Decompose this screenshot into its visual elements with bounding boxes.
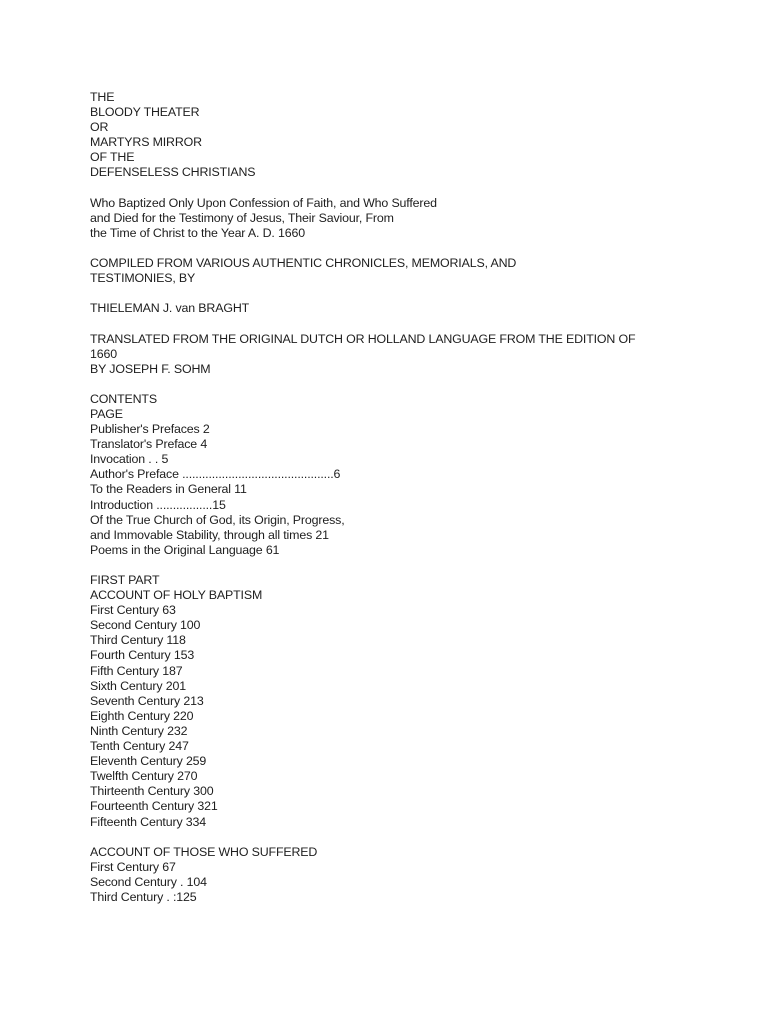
century-entry: Fourth Century 153 xyxy=(90,648,195,663)
document-page xyxy=(90,90,730,905)
title-line: OF THE xyxy=(90,150,135,165)
title-line: DEFENSELESS CHRISTIANS xyxy=(90,165,256,180)
title-line: MARTYRS MIRROR xyxy=(90,135,202,150)
century-entry: Third Century 118 xyxy=(90,633,186,648)
compiled-block xyxy=(90,256,730,286)
title-line: BLOODY THEATER xyxy=(90,105,200,120)
contents-section xyxy=(90,392,730,558)
translated-line: 1660 xyxy=(90,346,117,361)
contents-entry: Translator's Preface 4 xyxy=(90,437,208,452)
suffered-heading: ACCOUNT OF THOSE WHO SUFFERED xyxy=(90,844,318,859)
first-part-subheading: ACCOUNT OF HOLY BAPTISM xyxy=(90,588,263,603)
century-entry: Fifteenth Century 334 xyxy=(90,814,207,829)
century-entry: First Century 63 xyxy=(90,603,176,618)
contents-entry: Poems in the Original Language 61 xyxy=(90,542,280,557)
contents-entry: and Immovable Stability, through all times 21 xyxy=(90,527,329,542)
contents-entry: Invocation . . 5 xyxy=(90,452,169,467)
translated-line: TRANSLATED FROM THE ORIGINAL DUTCH OR HOLLAND LANGUAGE FROM THE EDITION OF xyxy=(90,331,636,346)
century-entry: Ninth Century 232 xyxy=(90,723,188,738)
first-part-heading: FIRST PART xyxy=(90,573,160,587)
subtitle-line: and Died for the Testimony of Jesus, Their Saviour, From xyxy=(90,210,394,225)
subtitle-block xyxy=(90,196,730,241)
century-entry: Thirteenth Century 300 xyxy=(90,784,214,799)
contents-entry: Of the True Church of God, its Origin, Progress, xyxy=(90,512,345,527)
contents-entry: To the Readers in General 11 xyxy=(90,482,247,497)
author-name: THIELEMAN J. van BRAGHT xyxy=(90,301,250,316)
century-entry: Seventh Century 213 xyxy=(90,693,204,708)
compiled-line: COMPILED FROM VARIOUS AUTHENTIC CHRONICLES, MEMORIALS, AND xyxy=(90,256,517,271)
century-entry: Third Century . :125 xyxy=(90,889,197,904)
century-entry: Fourteenth Century 321 xyxy=(90,799,218,814)
century-entry: Tenth Century 247 xyxy=(90,739,189,754)
century-entry: Eighth Century 220 xyxy=(90,708,194,723)
century-entry: Second Century . 104 xyxy=(90,874,207,889)
title-line: OR xyxy=(90,120,109,135)
century-entry: Second Century 100 xyxy=(90,618,201,633)
compiled-line: TESTIMONIES, BY xyxy=(90,271,196,286)
contents-entry: Author's Preface ..............................................6 xyxy=(90,467,341,482)
title-line: THE xyxy=(90,90,115,104)
subtitle-line: Who Baptized Only Upon Confession of Faith, and Who Suffered xyxy=(90,195,437,210)
century-entry: Eleventh Century 259 xyxy=(90,754,207,769)
first-part-section xyxy=(90,573,730,830)
century-entry: First Century 67 xyxy=(90,859,176,874)
contents-entry: Introduction .................15 xyxy=(90,497,226,512)
subtitle-line: the Time of Christ to the Year A. D. 1660 xyxy=(90,225,305,240)
translated-block xyxy=(90,332,730,377)
contents-entry: Publisher's Prefaces 2 xyxy=(90,422,210,437)
century-entry: Fifth Century 187 xyxy=(90,663,183,678)
contents-page-label: PAGE xyxy=(90,406,123,421)
translated-line: BY JOSEPH F. SOHM xyxy=(90,361,211,376)
suffered-section xyxy=(90,845,730,905)
century-entry: Twelfth Century 270 xyxy=(90,769,198,784)
author-block xyxy=(90,301,730,316)
century-entry: Sixth Century 201 xyxy=(90,678,186,693)
contents-heading: CONTENTS xyxy=(90,391,157,406)
title-block xyxy=(90,90,730,181)
